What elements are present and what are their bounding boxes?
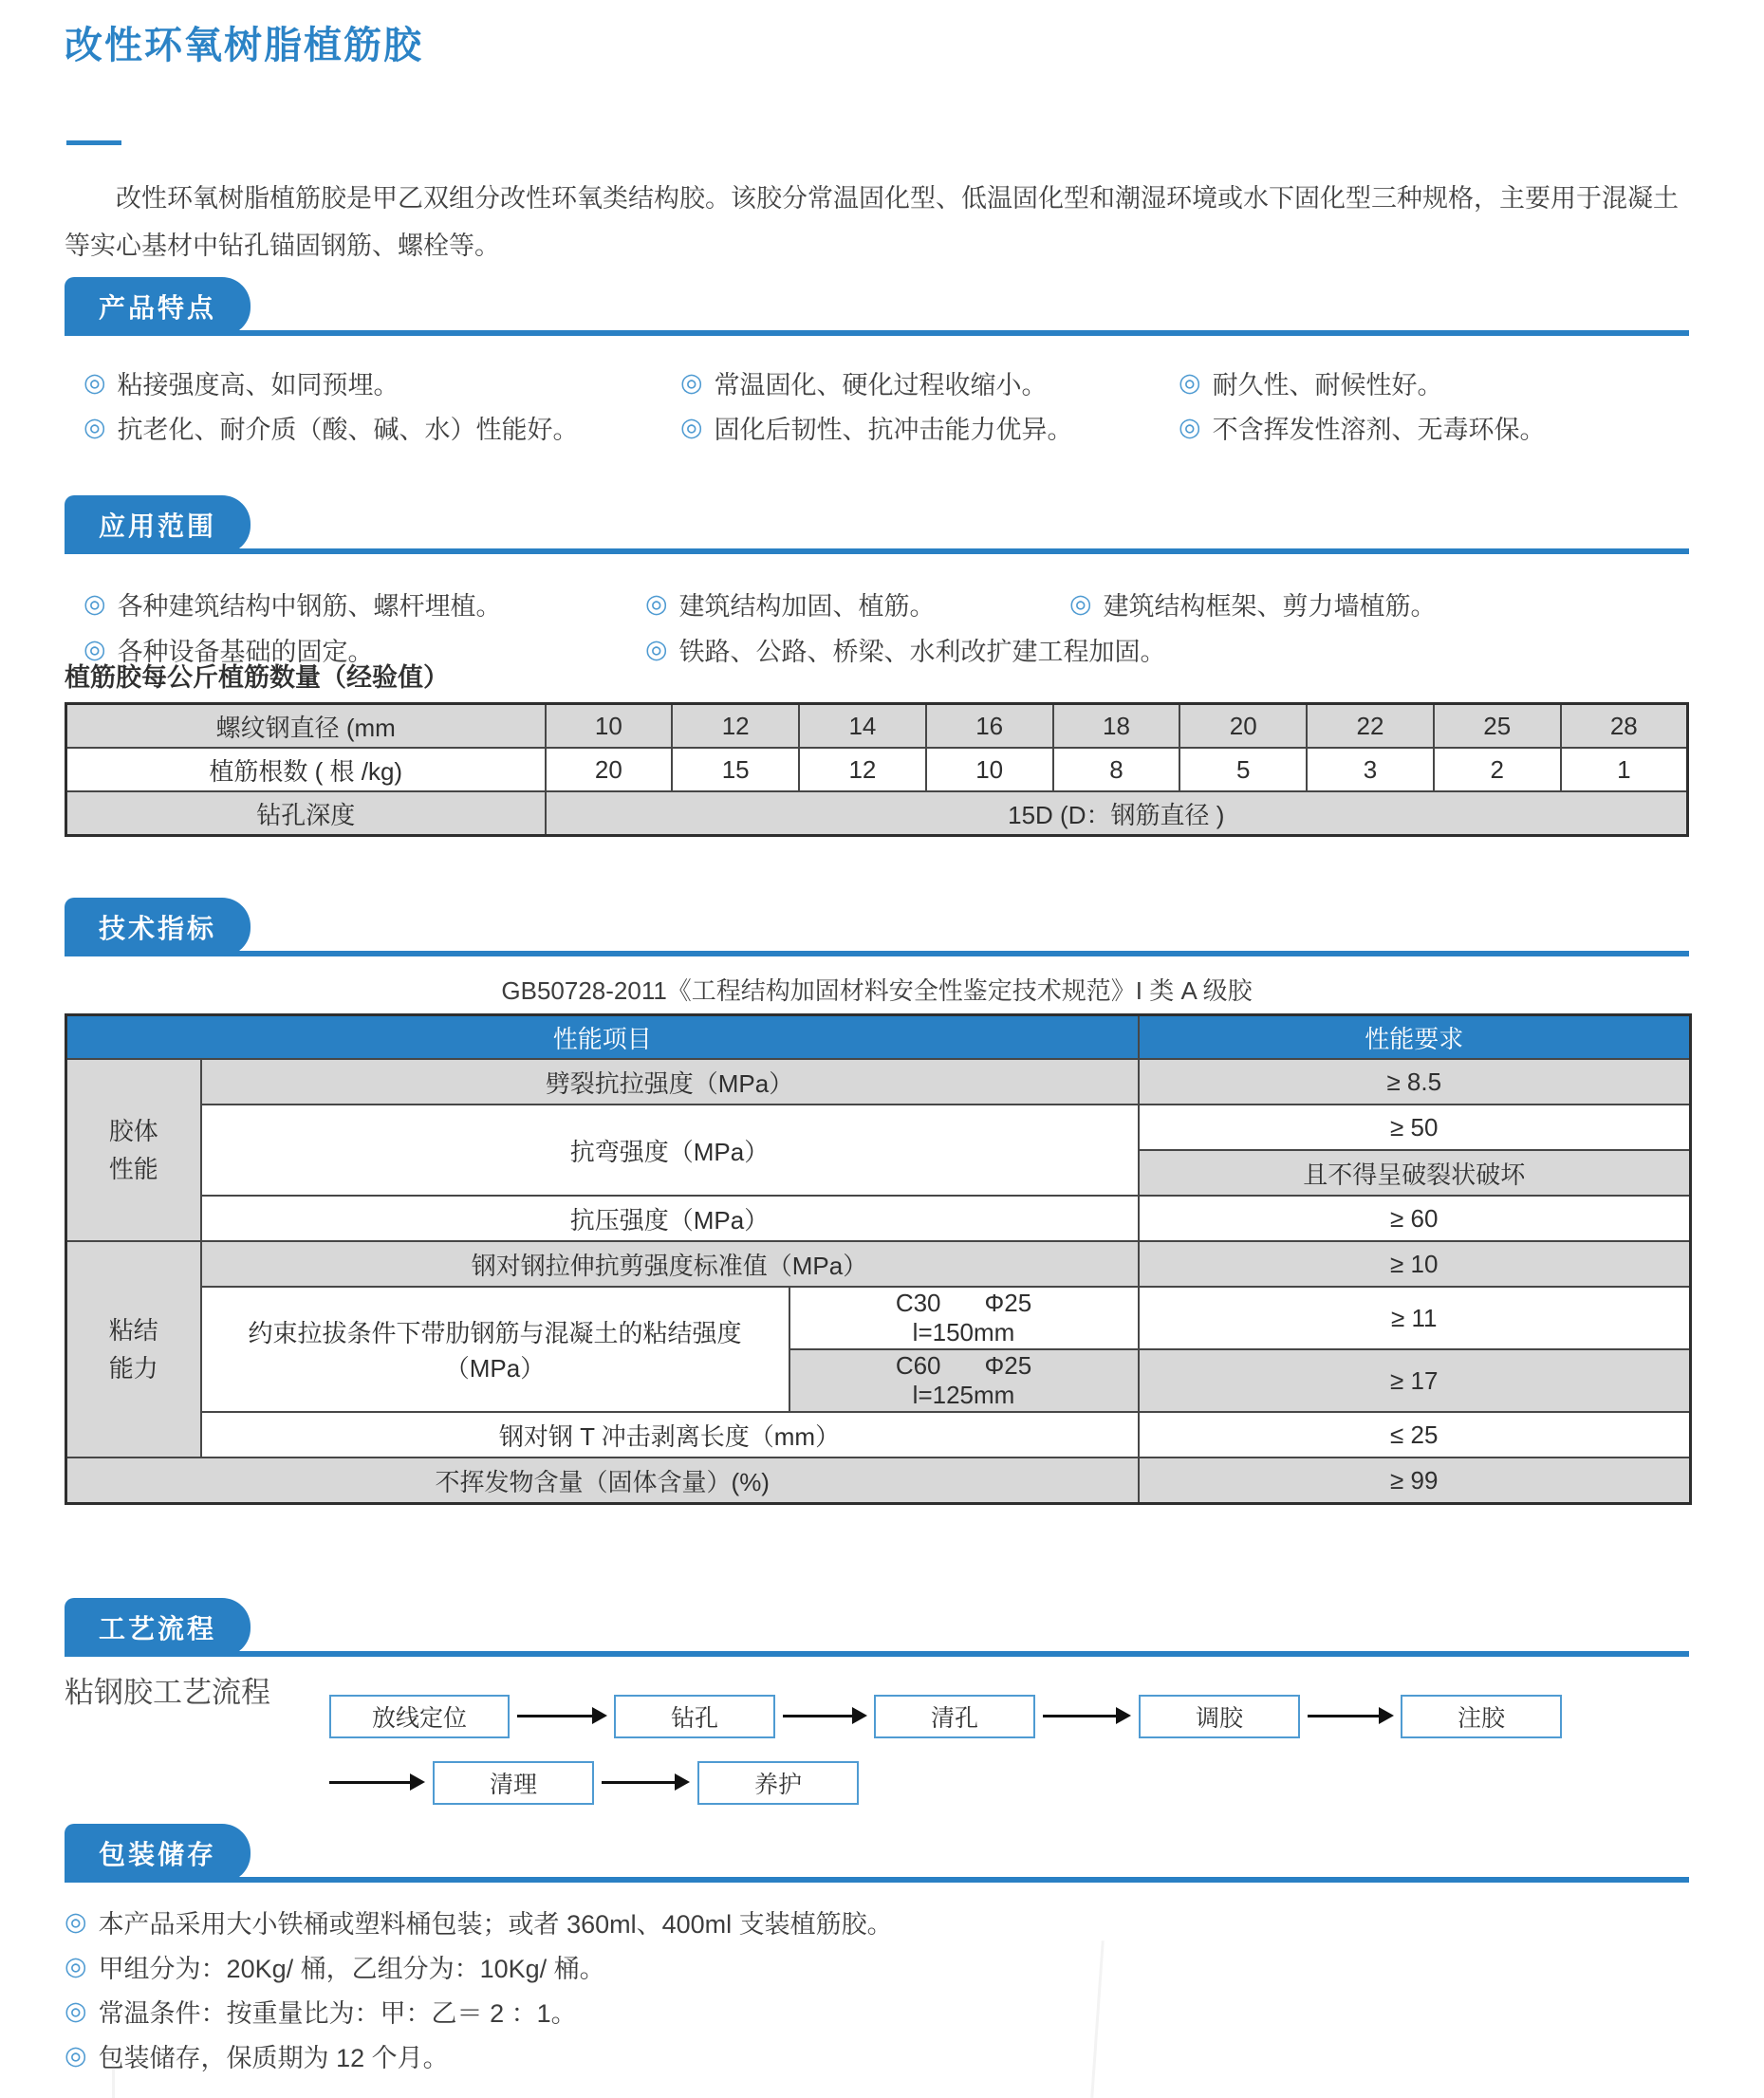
table-cell: 22 (1307, 704, 1434, 749)
rebar-diameter: Φ25 (984, 1351, 1032, 1380)
table-cell: ≥ 50 (1139, 1105, 1691, 1150)
table-cell: 20 (546, 748, 673, 791)
flow-step-box: 注胶 (1401, 1695, 1562, 1738)
bullet-icon: ◎ (1069, 588, 1092, 618)
section-badge-process: 工艺流程 (65, 1598, 251, 1657)
tech-table (65, 1013, 1692, 1505)
feature-text: 耐久性、耐候性好。 (1212, 371, 1443, 399)
table-row (66, 1412, 1691, 1457)
application-text: 各种建筑结构中钢筋、螺杆埋植。 (117, 591, 502, 621)
section-applications-header (65, 492, 1689, 554)
concrete-grade: C60 (895, 1351, 941, 1380)
table-cell: 12 (799, 748, 926, 791)
table-cell: 5 (1179, 748, 1307, 791)
application-text: 建筑结构框架、剪力墙植筋。 (1103, 591, 1437, 621)
bullet-icon: ◎ (84, 588, 106, 618)
page-content (65, 0, 1689, 2098)
flow-step-box: 钻孔 (614, 1695, 775, 1738)
flow-step-box: 清孔 (874, 1695, 1035, 1738)
table-row (66, 1196, 1691, 1241)
packaging-text: 本产品采用大小铁桶或塑料桶包装；或者 360ml、400ml 支装植筋胶。 (98, 1910, 893, 1939)
table-cell: 10 (546, 704, 673, 749)
bullet-icon: ◎ (65, 1952, 87, 1980)
table-cell: ≥ 11 (1139, 1287, 1691, 1349)
section-badge-features: 产品特点 (65, 277, 251, 336)
title-underline (66, 140, 121, 145)
standard-reference: GB50728-2011《工程结构加固材料安全性鉴定技术规范》I 类 A 级胶 (501, 976, 1253, 1005)
bullet-icon: ◎ (1179, 413, 1201, 441)
table-cell: 螺纹钢直径 (mm (66, 704, 546, 749)
application-text: 建筑结构加固、植筋。 (678, 591, 936, 621)
table-cell: 12 (672, 704, 799, 749)
concrete-grade: C30 (895, 1289, 941, 1317)
table-cell (789, 1349, 1139, 1412)
table-cell: ≥ 60 (1139, 1196, 1691, 1241)
table-cell: ≥ 17 (1139, 1349, 1691, 1412)
table-cell: 钻孔深度 (66, 791, 546, 836)
table-cell: 1 (1561, 748, 1688, 791)
table-cell: 18 (1053, 704, 1180, 749)
flow-step-box: 调胶 (1139, 1695, 1300, 1738)
bullet-icon: ◎ (84, 634, 106, 663)
process-flowchart (65, 1695, 1689, 1818)
bullet-icon: ◎ (1179, 368, 1201, 397)
table-header-cell: 性能要求 (1139, 1015, 1691, 1060)
list-item (1179, 405, 1546, 450)
embed-length: l=150mm (912, 1318, 1015, 1346)
section-badge-packaging: 包装储存 (65, 1824, 251, 1883)
table-cell: 钢对钢 T 冲击剥离长度（mm） (201, 1412, 1139, 1457)
table-cell: ≤ 25 (1139, 1412, 1691, 1457)
list-item (645, 626, 1166, 672)
table-cell: 16 (926, 704, 1053, 749)
list-item (1179, 361, 1546, 405)
dosage-table (65, 702, 1689, 837)
application-text: 各种设备基础的固定。 (117, 637, 374, 666)
table-cell: 15 (672, 748, 799, 791)
application-text: 铁路、公路、桥梁、水利改扩建工程加固。 (678, 637, 1166, 666)
list-item (65, 2033, 893, 2078)
table-cell: 植筋根数 ( 根 /kg) (66, 748, 546, 791)
flow-step-box: 清理 (433, 1761, 594, 1805)
list-item (645, 581, 1069, 626)
section-process-header (65, 1594, 1689, 1657)
table-row (66, 1457, 1691, 1504)
condition-line (790, 1289, 1138, 1318)
feature-text: 不含挥发性溶剂、无毒环保。 (1212, 416, 1546, 444)
arrow-icon (1043, 1715, 1117, 1717)
table-group-cell (66, 1059, 201, 1241)
section-rule (65, 951, 1689, 956)
pullout-label-line2: （MPa） (444, 1354, 546, 1383)
list-item (84, 581, 645, 626)
table-cell: 3 (1307, 748, 1434, 791)
table-group-cell (66, 1241, 201, 1457)
table-cell: 抗压强度（MPa） (201, 1196, 1139, 1241)
table-cell (789, 1287, 1139, 1349)
packaging-text: 包装储存，保质期为 12 个月。 (98, 2044, 449, 2072)
table-cell: ≥ 8.5 (1139, 1059, 1691, 1105)
table-cell: 不挥发物含量（固体含量）(%) (66, 1457, 1139, 1504)
pullout-label-line1: 约束拉拔条件下带肋钢筋与混凝土的粘结强度 (248, 1319, 742, 1347)
section-badge-tech: 技术指标 (65, 898, 251, 956)
table-row (66, 1015, 1691, 1060)
table-header-cell: 性能项目 (66, 1015, 1139, 1060)
features-list (84, 361, 1546, 450)
table-cell: 8 (1053, 748, 1180, 791)
intro-paragraph: 改性环氧树脂植筋胶是甲乙双组分改性环氧类结构胶。该胶分常温固化型、低温固化型和潮湿环境或水下固化型三种规格，主要用于混凝土等实心基材中钻孔锚固钢筋、螺栓等。 (65, 184, 1679, 260)
section-rule (65, 330, 1689, 336)
arrow-icon (602, 1781, 676, 1784)
table-row (66, 791, 1688, 836)
list-item (84, 361, 680, 405)
packaging-text: 常温条件：按重量比为：甲：乙＝ 2 ：1。 (98, 1999, 577, 2028)
table-cell: 25 (1434, 704, 1561, 749)
list-item (65, 1989, 893, 2033)
group-label-text: 粘结能力 (108, 1315, 158, 1383)
table-row (66, 704, 1688, 749)
list-item (1069, 581, 1437, 626)
table-cell: 14 (799, 704, 926, 749)
table-cell: 15D (D：钢筋直径 ) (546, 791, 1688, 836)
flow-step-box: 放线定位 (329, 1695, 510, 1738)
section-packaging-header (65, 1820, 1689, 1883)
table-row (66, 1241, 1691, 1287)
table-cell (201, 1287, 789, 1412)
dosage-table-title: 植筋胶每公斤植筋数量（经验值） (65, 663, 449, 692)
packaging-text: 甲组分为：20Kg/ 桶，乙组分为：10Kg/ 桶。 (98, 1955, 605, 1983)
table-cell: 28 (1561, 704, 1688, 749)
table-cell: 2 (1434, 748, 1561, 791)
table-cell: 且不得呈破裂状破坏 (1139, 1150, 1691, 1196)
table-cell: 10 (926, 748, 1053, 791)
bullet-icon: ◎ (65, 1996, 87, 2025)
list-item (680, 361, 1179, 405)
section-features-header (65, 273, 1689, 336)
list-item (680, 405, 1179, 450)
bullet-icon: ◎ (680, 368, 703, 397)
bullet-icon: ◎ (65, 2041, 87, 2070)
arrow-icon (329, 1781, 411, 1784)
page-title: 改性环氧树脂植筋胶 (65, 25, 423, 66)
watermark-graphic (112, 2064, 115, 2098)
section-rule (65, 1651, 1689, 1657)
table-cell: 抗弯强度（MPa） (201, 1105, 1139, 1196)
list-item (65, 1944, 893, 1989)
bullet-icon: ◎ (645, 588, 668, 618)
group-label-text: 胶体性能 (108, 1116, 158, 1183)
bullet-icon: ◎ (84, 413, 106, 441)
table-row (66, 1059, 1691, 1105)
arrow-icon (517, 1715, 593, 1717)
table-row (66, 1105, 1691, 1150)
packaging-list (65, 1900, 893, 2078)
flow-subtitle: 粘钢胶工艺流程 (65, 1676, 270, 1709)
condition-line (790, 1351, 1138, 1381)
table-row (66, 748, 1688, 791)
flow-step-box: 养护 (697, 1761, 859, 1805)
feature-text: 固化后韧性、抗冲击能力优异。 (714, 416, 1073, 444)
embed-length: l=125mm (912, 1381, 1015, 1409)
table-row (66, 1287, 1691, 1349)
bullet-icon: ◎ (84, 368, 106, 397)
feature-text: 常温固化、硬化过程收缩小。 (714, 371, 1048, 399)
bullet-icon: ◎ (645, 634, 668, 663)
arrow-icon (783, 1715, 853, 1717)
list-item (65, 1900, 893, 1944)
feature-text: 抗老化、耐介质（酸、碱、水）性能好。 (117, 416, 579, 444)
table-cell: 劈裂抗拉强度（MPa） (201, 1059, 1139, 1105)
table-cell: ≥ 99 (1139, 1457, 1691, 1504)
section-badge-applications: 应用范围 (65, 495, 251, 554)
feature-text: 粘接强度高、如同预埋。 (117, 371, 399, 399)
table-cell: ≥ 10 (1139, 1241, 1691, 1287)
section-tech-header (65, 894, 1689, 956)
section-rule (65, 548, 1689, 554)
bullet-icon: ◎ (680, 413, 703, 441)
table-cell: 钢对钢拉伸抗剪强度标准值（MPa） (201, 1241, 1139, 1287)
table-cell: 20 (1179, 704, 1307, 749)
section-rule (65, 1877, 1689, 1883)
rebar-diameter: Φ25 (984, 1289, 1032, 1317)
arrow-icon (1308, 1715, 1380, 1717)
bullet-icon: ◎ (65, 1907, 87, 1936)
list-item (84, 405, 680, 450)
